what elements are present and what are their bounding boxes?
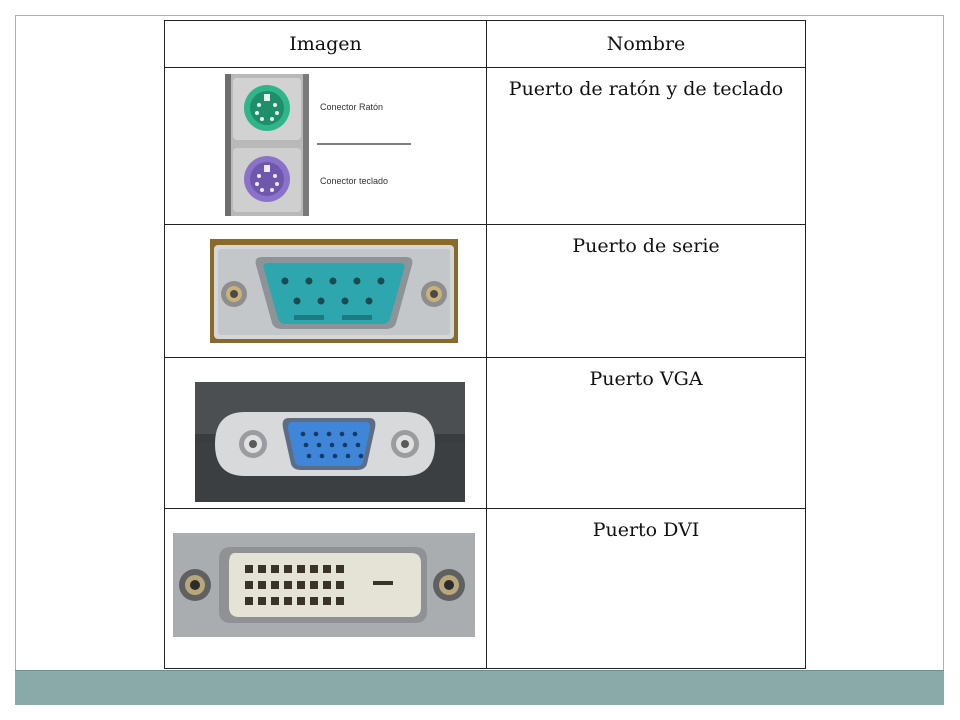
image-cell — [165, 509, 487, 669]
header-image: Imagen — [165, 21, 487, 68]
header-name: Nombre — [487, 21, 806, 68]
dvi-port-image — [173, 533, 475, 637]
ports-table — [164, 20, 806, 669]
port-name: Puerto de ratón y de teclado — [487, 68, 806, 225]
image-cell — [165, 358, 487, 509]
ps2-ports-image — [225, 74, 415, 216]
table-row — [165, 68, 806, 225]
table-header-row — [165, 21, 806, 68]
footer-bar — [15, 670, 944, 705]
port-name: Puerto VGA — [487, 358, 806, 509]
serial-port-image — [210, 239, 458, 343]
image-cell — [165, 68, 487, 225]
table-row — [165, 509, 806, 669]
table-row — [165, 358, 806, 509]
image-cell — [165, 225, 487, 358]
vga-port-image — [195, 382, 465, 502]
table-row — [165, 225, 806, 358]
port-name: Puerto DVI — [487, 509, 806, 669]
keyboard-connector-label: Conector teclado — [320, 176, 389, 186]
mouse-connector-label: Conector Ratón — [320, 102, 384, 112]
port-name: Puerto de serie — [487, 225, 806, 358]
